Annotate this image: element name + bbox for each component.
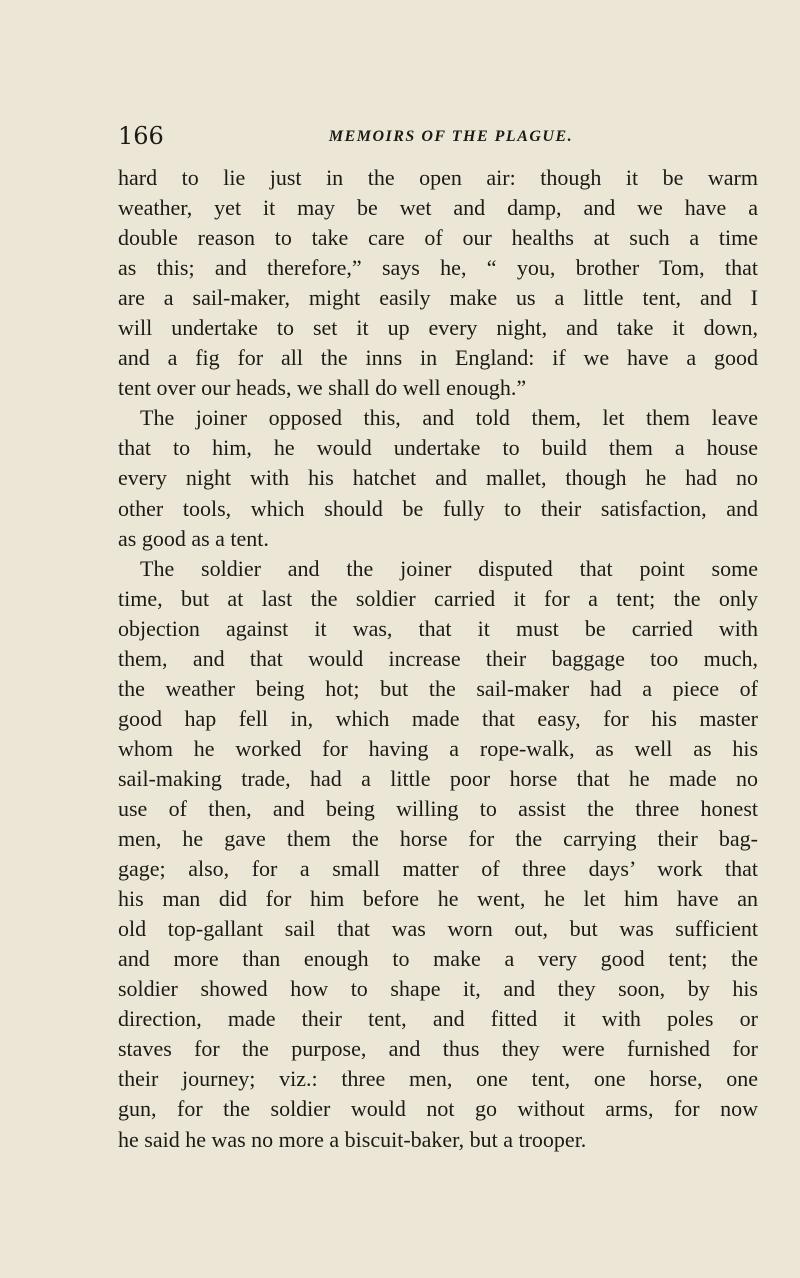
text-line: old top-gallant sail that was worn out, but was sufficient (118, 916, 758, 942)
text-line: double reason to take care of our healths at such a time (118, 225, 758, 251)
text-line: he said he was no more a biscuit-baker, but a trooper. (118, 1126, 587, 1152)
text-line: time, but at last the soldier carried it for a tent; the only (118, 585, 758, 611)
text-line: sail-making trade, had a little poor horse that he made no (118, 765, 758, 791)
text-line: soldier showed how to shape it, and they soon, by his (118, 976, 758, 1002)
text-line: use of then, and being willing to assist the three honest (118, 795, 758, 821)
running-title: MEMOIRS OF THE PLAGUE. (328, 128, 574, 145)
text-line: direction, made their tent, and fitted it with poles or (118, 1006, 758, 1032)
text-line: other tools, which should be fully to their satisfaction, and (118, 495, 758, 521)
body-text (118, 163, 758, 1155)
text-line: the weather being hot; but the sail-maker had a piece of (118, 675, 758, 701)
text-line: that to him, he would undertake to build them a house (118, 435, 758, 461)
text-line: his man did for him before he went, he let him have an (118, 886, 758, 912)
text-line: their journey; viz.: three men, one tent, one horse, one (118, 1066, 758, 1092)
text-line: gage; also, for a small matter of three days’ work that (118, 856, 758, 882)
page-number: 166 (118, 122, 164, 150)
text-line: will undertake to set it up every night, and take it down, (118, 315, 758, 341)
text-line: every night with his hatchet and mallet, though he had no (118, 465, 758, 491)
text-line: weather, yet it may be wet and damp, and we have a (118, 195, 758, 221)
text-line: hard to lie just in the open air: though it be warm (118, 165, 758, 190)
text-line: as this; and therefore,” says he, “ you, brother Tom, that (118, 255, 758, 281)
text-line: gun, for the soldier would not go without arms, for now (118, 1096, 758, 1122)
page-header (118, 122, 758, 158)
text-line: The joiner opposed this, and told them, let them leave (140, 405, 758, 431)
text-line: as good as a tent. (118, 525, 269, 551)
text-line: good hap fell in, which made that easy, for his master (118, 705, 758, 731)
text-line: them, and that would increase their baggage too much, (118, 645, 758, 671)
text-line: are a sail-maker, might easily make us a little tent, and I (118, 285, 758, 311)
text-line: objection against it was, that it must be carried with (118, 615, 758, 641)
text-line: and more than enough to make a very good tent; the (118, 946, 758, 972)
text-line: The soldier and the joiner disputed that point some (140, 555, 758, 581)
text-line: staves for the purpose, and thus they were furnished for (118, 1036, 758, 1062)
text-line: whom he worked for having a rope-walk, as well as his (118, 735, 758, 761)
text-line: tent over our heads, we shall do well enough.” (118, 375, 527, 401)
text-line: and a fig for all the inns in England: if we have a good (118, 345, 758, 371)
text-line: men, he gave them the horse for the carrying their bag- (118, 826, 758, 852)
